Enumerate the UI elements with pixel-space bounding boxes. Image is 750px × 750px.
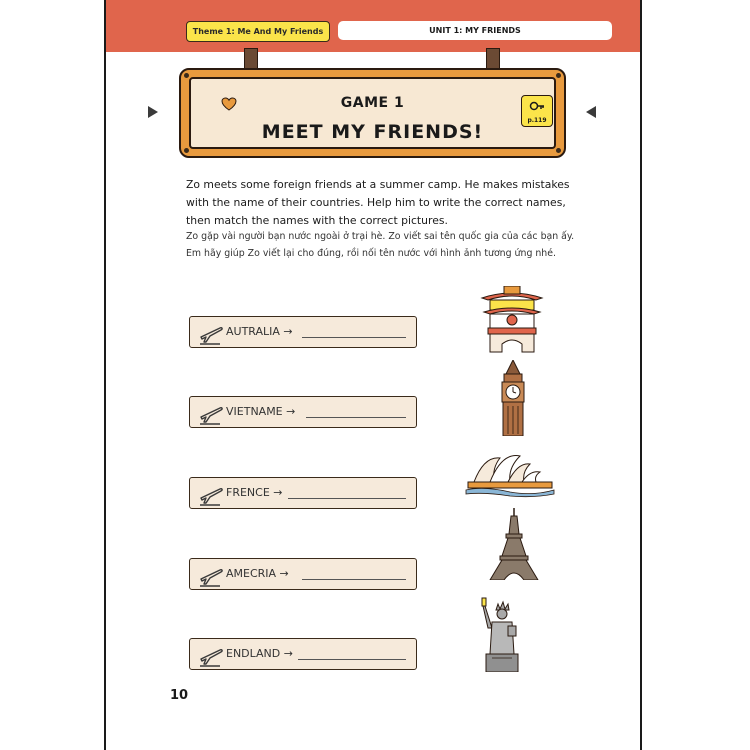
sydney-opera-house-icon[interactable] (464, 448, 556, 498)
airplane-icon (198, 323, 224, 345)
game-number: GAME 1 (340, 95, 405, 111)
answer-blank[interactable] (306, 417, 406, 418)
instructions-english: Zo meets some foreign friends at a summer camp. He makes mistakes with the name of their countries. Help him to write the correct names, then match the names with the correct pictures. (186, 178, 570, 227)
ticket-answer-row (189, 558, 417, 590)
key-icon (529, 99, 545, 113)
misspelled-country: ENDLAND → (226, 647, 293, 660)
airplane-icon (198, 645, 224, 667)
eiffel-tower-icon[interactable] (488, 508, 540, 580)
answer-blank[interactable] (298, 659, 406, 660)
statue-of-liberty-icon[interactable] (474, 596, 532, 672)
big-ben-icon[interactable] (496, 360, 530, 436)
bolt-icon (556, 73, 561, 78)
ticket-answer-row (189, 316, 417, 348)
page-border-left (104, 0, 106, 750)
page-border-right (640, 0, 642, 750)
answer-key-page: p.119 (527, 117, 547, 124)
misspelled-country: FRENCE → (226, 486, 283, 499)
misspelled-country: VIETNAME → (226, 405, 296, 418)
answer-blank[interactable] (302, 337, 406, 338)
pagoda-gate-icon[interactable] (478, 286, 546, 354)
game-title: MEET MY FRIENDS! (261, 121, 484, 143)
ticket-answer-row (189, 477, 417, 509)
ticket-answer-row (189, 638, 417, 670)
arrow-right-icon (586, 106, 596, 118)
misspelled-country: AMECRIA → (226, 567, 289, 580)
game-sign (179, 68, 566, 158)
bolt-icon (184, 73, 189, 78)
game-sign-panel (189, 77, 556, 149)
ticket-answer-row (189, 396, 417, 428)
bolt-icon (556, 148, 561, 153)
airplane-icon (198, 484, 224, 506)
airplane-icon (198, 403, 224, 425)
misspelled-country: AUTRALIA → (226, 325, 293, 338)
unit-label: UNIT 1: MY FRIENDS (338, 21, 612, 40)
airplane-icon (198, 565, 224, 587)
theme-label: Theme 1: Me And My Friends (186, 21, 330, 42)
instructions-vietnamese: Zo gặp vài người bạn nước ngoài ở trại hè. Zo viết sai tên quốc gia của các bạn ấy. Em hãy giúp Zo viết lại cho đúng, rồi nối tên nước với hình ảnh tương ứng nhé. (186, 231, 575, 259)
answer-key-badge (521, 95, 553, 127)
arrow-left-icon (148, 106, 158, 118)
answer-blank[interactable] (288, 498, 406, 499)
answer-blank[interactable] (302, 579, 406, 580)
bolt-icon (184, 148, 189, 153)
page-number: 10 (170, 688, 189, 703)
